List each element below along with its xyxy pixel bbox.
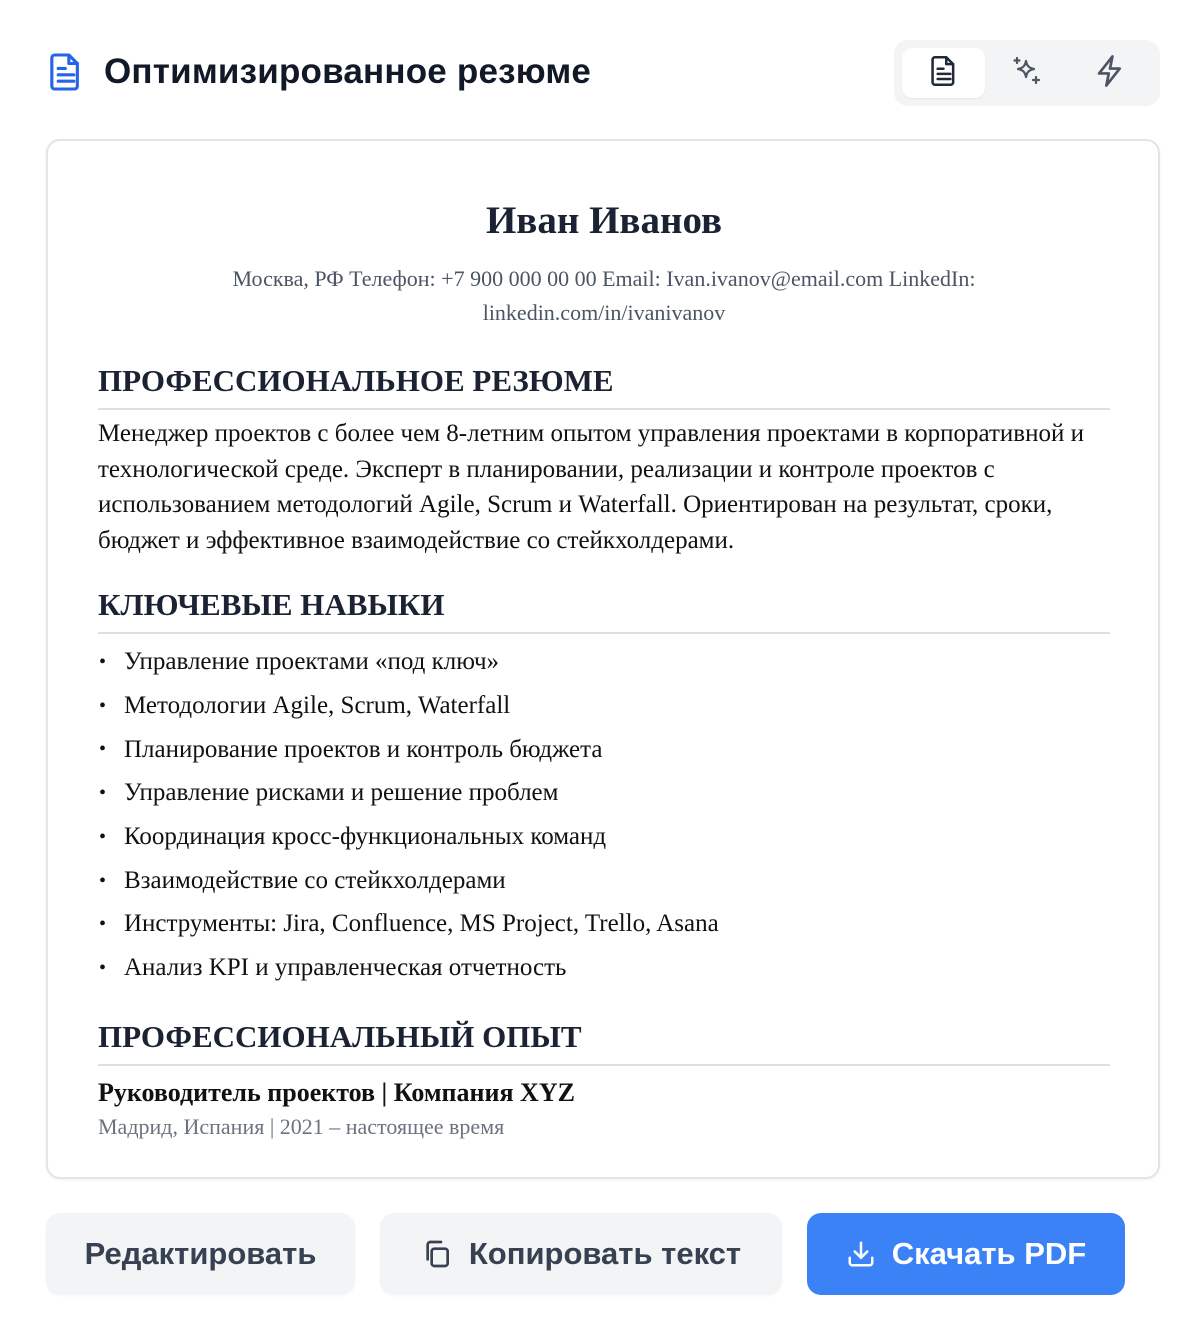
bullet-icon: • [99,738,107,761]
download-icon [846,1239,876,1269]
skill-item [98,771,1110,815]
bullet-icon: • [99,825,107,848]
skill-item [98,815,1110,859]
bullet-icon: • [99,956,107,979]
summary-text: Менеджер проектов с более чем 8-летним опытом управления проектами в корпоративной и технологической среде. Эксперт в планировании, реализации и контроле проектов с использованием методологий Agile, Scrum и Waterfall. Ориентирован на результат, сроки, бюджет и эффективное взаимодействие со стейкхолдерами. [98,420,1084,554]
skill-text: Инструменты: Jira, Confluence, MS Project, Trello, Asana [124,910,719,938]
quick-view-button[interactable] [1068,48,1151,98]
ai-enhance-view-button[interactable] [985,48,1068,98]
skill-item [98,684,1110,728]
bullet-icon: • [99,694,107,717]
document-icon [48,52,84,92]
skill-text: Управление рисками и решение проблем [124,779,559,807]
download-pdf-button-label: Скачать PDF [891,1236,1087,1271]
skill-item [98,902,1110,946]
section-title-summary: ПРОФЕССИОНАЛЬНОЕ РЕЗЮМЕ [98,364,1110,410]
bullet-icon: • [99,869,107,892]
skill-text: Взаимодействие со стейкхолдерами [124,866,506,894]
skill-item [98,946,1110,990]
document-icon [930,55,958,92]
section-title-skills: КЛЮЧЕВЫЕ НАВЫКИ [98,588,1110,634]
skill-item [98,859,1110,903]
edit-button[interactable] [46,1213,355,1295]
header [48,40,1160,106]
bullet-icon: • [99,913,107,936]
resume-preview[interactable] [46,139,1160,1179]
skill-item [98,728,1110,772]
skill-text: Координация кросс-функциональных команд [124,823,607,850]
job-title: Руководитель проектов | Компания XYZ [98,1077,575,1107]
candidate-name: Иван Иванов [485,199,723,242]
bullet-icon: • [99,782,107,805]
job-meta: Мадрид, Испания | 2021 – настоящее время [98,1113,505,1139]
skill-text: Планирование проектов и контроль бюджета [124,735,603,763]
sparkles-icon [1011,55,1043,92]
lightning-icon [1095,54,1125,93]
skill-text: Анализ KPI и управленческая отчетность [124,954,567,982]
skill-item [98,640,1110,684]
document-view-button[interactable] [902,48,985,98]
skills-list [98,640,1110,990]
contact-info: Москва, РФ Телефон: +7 900 000 00 00 Email: Ivan.ivanov@email.com LinkedIn: linkedin.com/in/ivanivanov [232,266,976,325]
section-title-experience: ПРОФЕССИОНАЛЬНЫЙ ОПЫТ [98,1020,1110,1066]
copy-text-button-label: Копировать текст [468,1236,742,1271]
bullet-icon: • [99,651,107,674]
page-title: Оптимизированное резюме [104,52,592,91]
skill-text: Методологии Agile, Scrum, Waterfall [124,691,511,719]
view-toggle [894,40,1160,106]
title-group [48,52,591,92]
copy-icon [421,1238,453,1270]
copy-text-button[interactable] [380,1213,782,1295]
skill-text: Управление проектами «под ключ» [124,648,500,676]
edit-button-label: Редактировать [84,1236,317,1271]
download-pdf-button[interactable] [807,1213,1125,1295]
resume-document [98,191,1110,1144]
